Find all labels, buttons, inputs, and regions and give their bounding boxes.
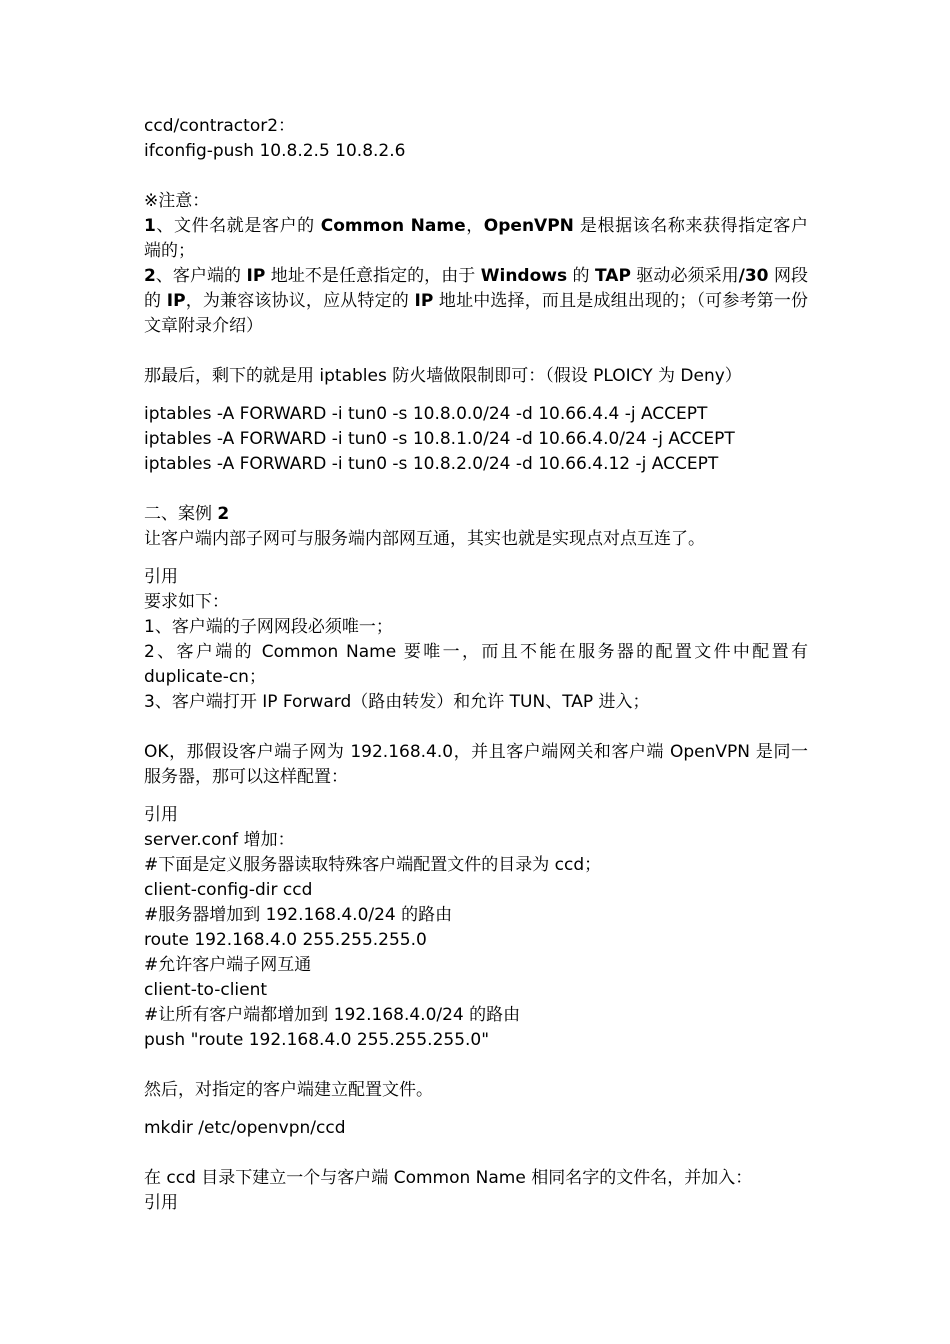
spacer [144,1103,808,1116]
note-2-text-b: 地址不是任意指定的，由于 [265,266,481,286]
iptables-rule-3: iptables -A FORWARD -i tun0 -s 10.8.2.0/24 -d 10.66.4.12 -j ACCEPT [144,454,719,474]
case2-heading [144,502,808,527]
final-intro-paragraph: 那最后，剩下的就是用 iptables 防火墙做限制即可：（假设 PLOICY 为 Deny） [144,366,742,386]
iptables-rule-1: iptables -A FORWARD -i tun0 -s 10.8.0.0/24 -d 10.66.4.4 -j ACCEPT [144,404,708,424]
requirement-1: 1、客户端的子网网段必须唯一； [144,617,393,637]
ccd-file-line: ccd/contractor2： [144,116,296,136]
note-2-slash30: /30 [738,266,769,286]
note-2-ip-c: IP [414,291,434,311]
case2-description: 让客户端内部子网可与服务端内部网互通，其实也就是实现点对点互连了。 [144,529,705,549]
ok-paragraph: OK，那假设客户端子网为 192.168.4.0，并且客户端网关和客户端 OpenVPN 是同一服务器，那可以这样配置： [144,742,808,787]
ifconfig-push-line: ifconfig-push 10.8.2.5 10.8.2.6 [144,141,406,161]
server-conf-line-5: route 192.168.4.0 255.255.255.0 [144,930,427,950]
server-conf-line-2: #下面是定义服务器读取特殊客户端配置文件的目录为 ccd； [144,855,602,875]
spacer [144,164,808,189]
note-title: ※注意： [144,191,210,211]
server-conf-line-1: server.conf 增加： [144,830,295,850]
quote-label-2: 引用 [144,805,178,825]
spacer [144,1141,808,1166]
note-1-text-c: 是根据该名称来获得指定客户端的； [144,216,809,261]
note-1-openvpn: OpenVPN [483,216,574,236]
server-conf-line-6: #允许客户端子网互通 [144,955,312,975]
spacer [144,715,808,740]
note-2-windows: Windows [480,266,568,286]
server-conf-line-7: client-to-client [144,980,268,1000]
spacer [144,790,808,803]
spacer [144,389,808,402]
quote-label-1: 引用 [144,567,178,587]
note-2-text-f: ，为兼容该协议，应从特定的 [185,291,415,311]
requirement-3: 3、客户端打开 IP Forward（路由转发）和允许 TUN、TAP 进入； [144,692,650,712]
document-page [144,114,808,1216]
iptables-rule-2: iptables -A FORWARD -i tun0 -s 10.8.1.0/24 -d 10.66.4.0/24 -j ACCEPT [144,429,735,449]
spacer [144,552,808,565]
requirements-title: 要求如下： [144,592,229,612]
note-1-number: 1 [144,216,156,236]
note-1-common-name: Common Name [320,216,466,236]
server-conf-line-9: push "route 192.168.4.0 255.255.255.0" [144,1030,490,1050]
case2-heading-text: 二、案例 [144,504,218,524]
note-2-tap: TAP [595,266,631,286]
server-conf-line-8: #让所有客户端都增加到 192.168.4.0/24 的路由 [144,1005,521,1025]
note-2-text-d: 驱动必须采用 [630,266,739,286]
requirement-2: 2、客户端的 Common Name 要唯一，而且不能在服务器的配置文件中配置有 duplicate-cn； [144,642,808,687]
server-conf-line-3: client-config-dir ccd [144,880,313,900]
note-1-text-a: 、文件名就是客户的 [155,216,321,236]
ccd-paragraph: 在 ccd 目录下建立一个与客户端 Common Name 相同名字的文件名，并加入： [144,1168,753,1188]
note-2-ip-b: IP [166,291,186,311]
note-2-text-c: 的 [567,266,596,286]
spacer [144,339,808,364]
note-2-text-g: 地址中选择，而且是成组出现的；（可参考第一份文章附录介绍） [144,291,809,336]
mkdir-command: mkdir /etc/openvpn/ccd [144,1118,346,1138]
then-paragraph: 然后，对指定的客户端建立配置文件。 [144,1080,433,1100]
note-2-ip-a: IP [246,266,266,286]
note-item-2 [144,264,808,339]
note-2-text-e: 网段的 [144,266,809,311]
spacer [144,1053,808,1078]
case2-heading-number: 2 [217,504,230,524]
note-1-text-b: ， [465,216,484,236]
spacer [144,477,808,502]
note-item-1 [144,214,808,264]
note-2-text-a: 、客户端的 [155,266,247,286]
note-2-number: 2 [144,266,156,286]
quote-label-3: 引用 [144,1193,178,1213]
server-conf-line-4: #服务器增加到 192.168.4.0/24 的路由 [144,905,453,925]
